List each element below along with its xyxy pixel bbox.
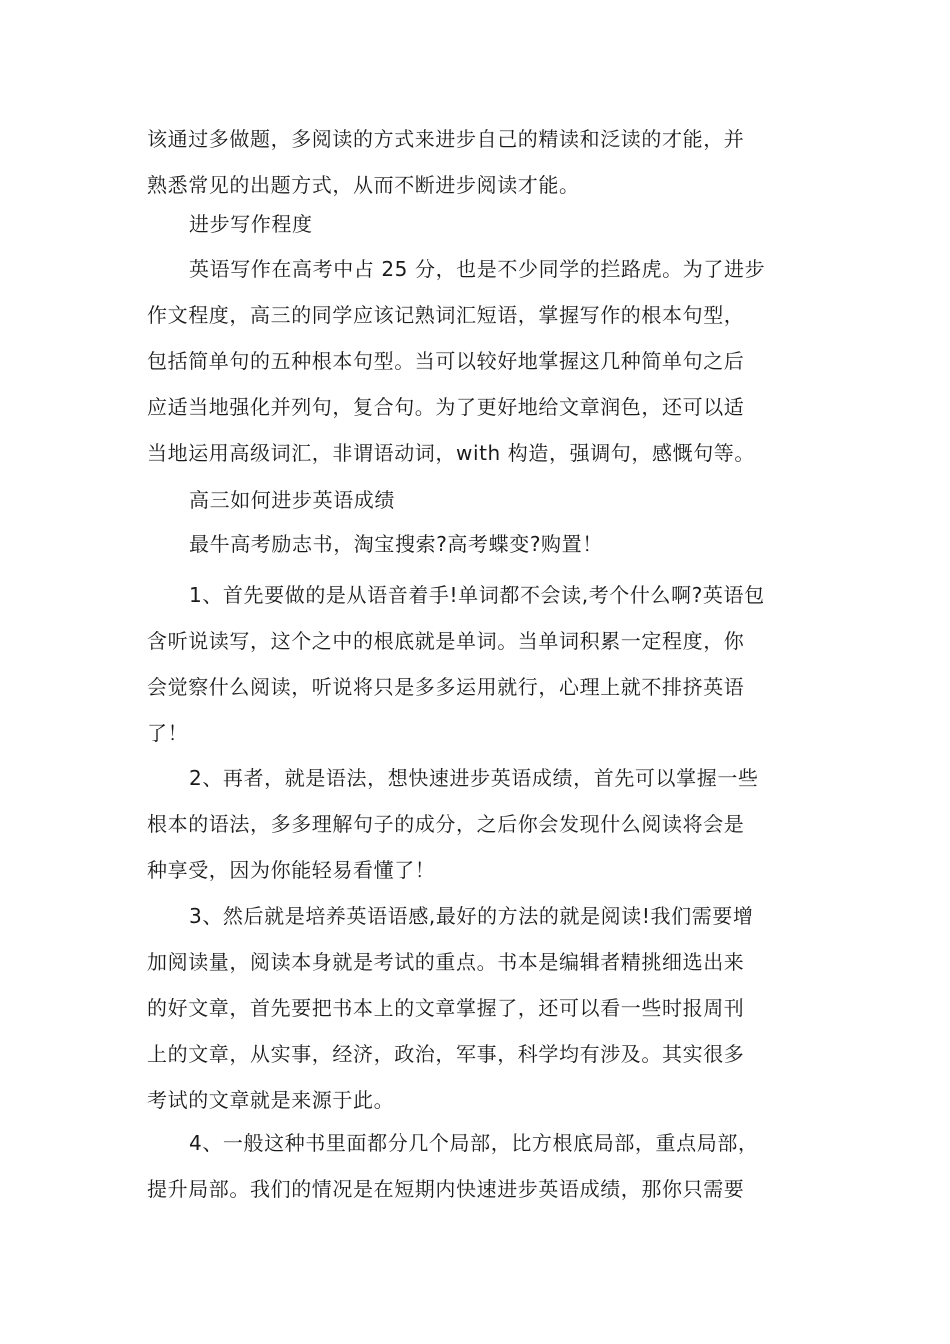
paragraph-line: 提升局部。我们的情况是在短期内快速进步英语成绩，那你只需要 (147, 1177, 745, 1201)
paragraph-line: 包括简单句的五种根本句型。当可以较好地掌握这几种简单句之后 (147, 349, 745, 373)
promo-line: 最牛高考励志书，淘宝搜索?高考蝶变?购置！ (189, 532, 603, 556)
paragraph-line: 1、首先要做的是从语音着手!单词都不会读,考个什么啊?英语包 (189, 583, 765, 607)
paragraph-line: 熟悉常见的出题方式，从而不断进步阅读才能。 (147, 173, 580, 197)
paragraph-line: 英语写作在高考中占 25 分，也是不少同学的拦路虎。为了进步 (189, 257, 766, 281)
item-1-paragraph (147, 572, 807, 756)
paragraph-line: 考试的文章就是来源于此。 (147, 1088, 395, 1112)
paragraph-line: 种享受，因为你能轻易看懂了！ (147, 858, 436, 882)
paragraph-line: 作文程度，高三的同学应该记熟词汇短语，掌握写作的根本句型， (147, 303, 745, 327)
paragraph-line: 会觉察什么阅读，听说将只是多多运用就行，心理上就不排挤英语 (147, 675, 745, 699)
paragraph-line: 4、一般这种书里面都分几个局部，比方根底局部，重点局部， (189, 1131, 759, 1155)
item-3-paragraph (147, 893, 807, 1123)
paragraph-line: 该通过多做题，多阅读的方式来进步自己的精读和泛读的才能，并 (147, 127, 745, 151)
writing-paragraph (147, 246, 807, 476)
paragraph-line: 上的文章，从实事，经济，政治，军事，科学均有涉及。其实很多 (147, 1042, 745, 1066)
paragraph-line: 当地运用高级词汇，非谓语动词，with 构造，强调句，感慨句等。 (147, 441, 755, 465)
intro-paragraph (147, 116, 807, 208)
paragraph-line: 2、再者，就是语法，想快速进步英语成绩，首先可以掌握一些 (189, 766, 759, 790)
item-2-paragraph (147, 755, 807, 893)
paragraph-line: 含听说读写，这个之中的根底就是单词。当单词积累一定程度，你 (147, 629, 745, 653)
paragraph-line: 3、然后就是培养英语语感,最好的方法的就是阅读!我们需要增 (189, 904, 754, 928)
item-4-paragraph (147, 1120, 807, 1212)
paragraph-line: 加阅读量，阅读本身就是考试的重点。书本是编辑者精挑细选出来 (147, 950, 745, 974)
paragraph-line: 的好文章，首先要把书本上的文章掌握了，还可以看一些时报周刊 (147, 996, 745, 1020)
section-heading-improve: 高三如何进步英语成绩 (189, 488, 395, 512)
section-heading-writing: 进步写作程度 (189, 212, 313, 236)
paragraph-line: 应适当地强化并列句，复合句。为了更好地给文章润色，还可以适 (147, 395, 745, 419)
paragraph-line: 了！ (147, 721, 189, 745)
paragraph-line: 根本的语法，多多理解句子的成分，之后你会发现什么阅读将会是 (147, 812, 745, 836)
